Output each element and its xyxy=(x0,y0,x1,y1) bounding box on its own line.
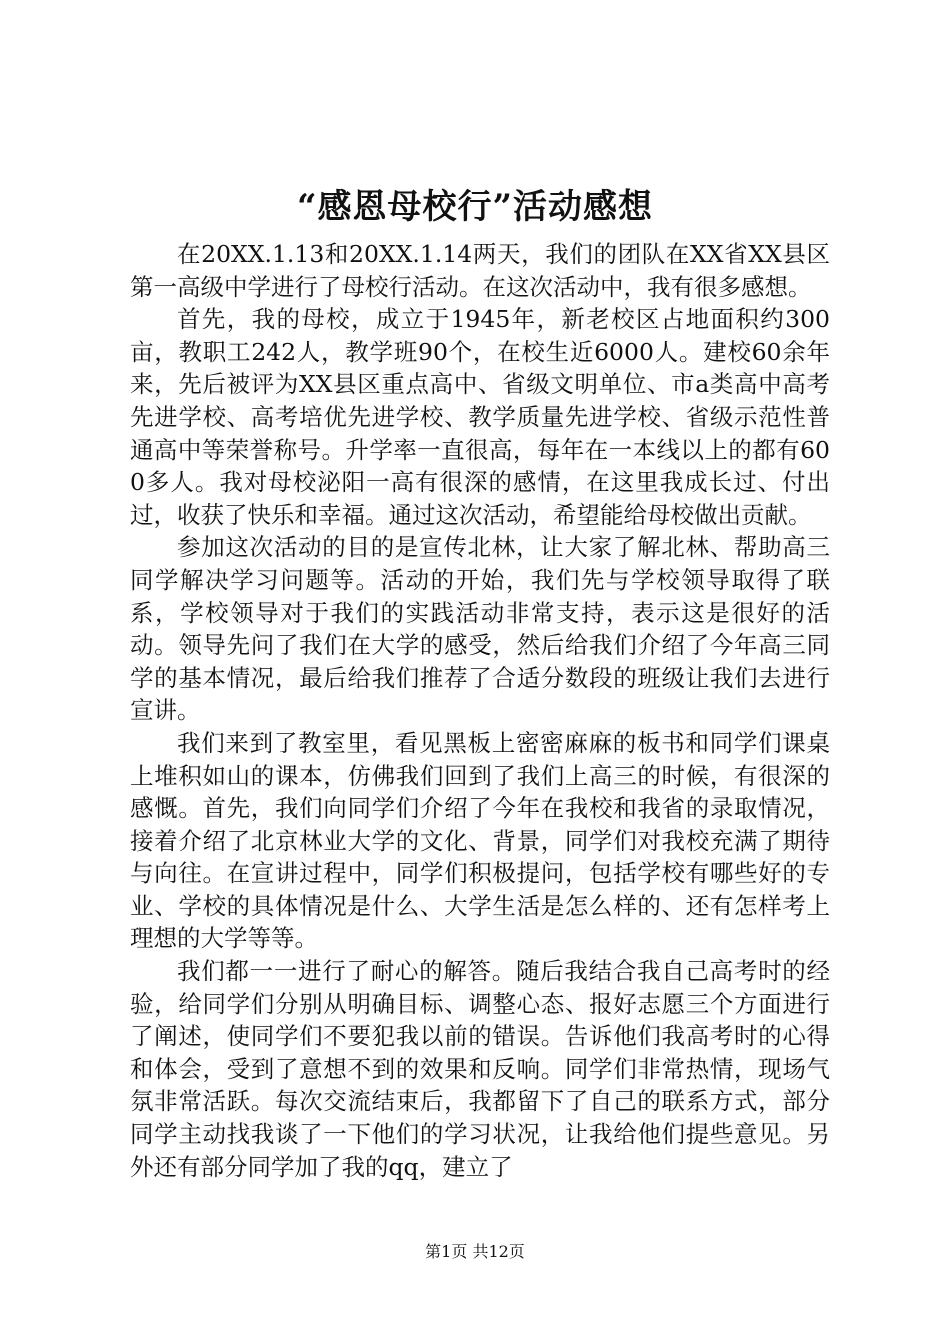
paragraph-4: 我们来到了教室里，看见黑板上密密麻麻的板书和同学们课桌上堆积如山的课本，仿佛我们回到了我们上高三的时候，有很深的感慨。首先，我们向同学们介绍了今年在我校和我省的录取情况，接着介绍了北京林业大学的文化、背景，同学们对我校充满了期待与向往。在宣讲过程中，同学们积极提问，包括学校有哪些好的专业、学校的具体情况是什么、大学生活是怎么样的、还有怎样考上理想的大学等等。 xyxy=(130,728,830,953)
document-title: “感恩母校行”活动感想 xyxy=(296,187,654,227)
paragraph-3: 参加这次活动的目的是宣传北林，让大家了解北林、帮助高三同学解决学习问题等。活动的开始，我们先与学校领导取得了联系，学校领导对于我们的实践活动非常支持，表示这是很好的活动。领导先问了我们在大学的感受，然后给我们介绍了今年高三同学的基本情况，最后给我们推荐了合适分数段的班级让我们去进行宣讲。 xyxy=(130,533,830,725)
document-body xyxy=(130,238,830,1183)
paragraph-1: 在20XX.1.13和20XX.1.14两天，我们的团队在XX省XX县区第一高级中学进行了母校行活动。在这次活动中，我有很多感想。 xyxy=(130,240,830,301)
page-footer: 第1页 共12页 xyxy=(425,1242,525,1261)
paragraph-5: 我们都一一进行了耐心的解答。随后我结合我自己高考时的经验，给同学们分别从明确目标、调整心态、报好志愿三个方面进行了阐述，使同学们不要犯我以前的错误。告诉他们我高考时的心得和体会，受到了意想不到的效果和反响。同学们非常热情，现场气氛非常活跃。每次交流结束后，我都留下了自己的联系方式，部分同学主动找我谈了一下他们的学习状况，让我给他们提些意见。另外还有部分同学加了我的qq，建立了 xyxy=(130,957,830,1181)
paragraph-2: 首先，我的母校，成立于1945年，新老校区占地面积约300亩，教职工242人，教学班90个，在校生近6000人。建校60余年来，先后被评为XX县区重点高中、省级文明单位、市a类高中高考先进学校、高考培优先进学校、教学质量先进学校、省级示范性普通高中等荣誉称号。升学率一直很高，每年在一本线以上的都有600多人。我对母校泌阳一高有很深的感情，在这里我成长过、付出过，收获了快乐和幸福。通过这次活动，希望能给母校做出贡献。 xyxy=(130,305,830,529)
